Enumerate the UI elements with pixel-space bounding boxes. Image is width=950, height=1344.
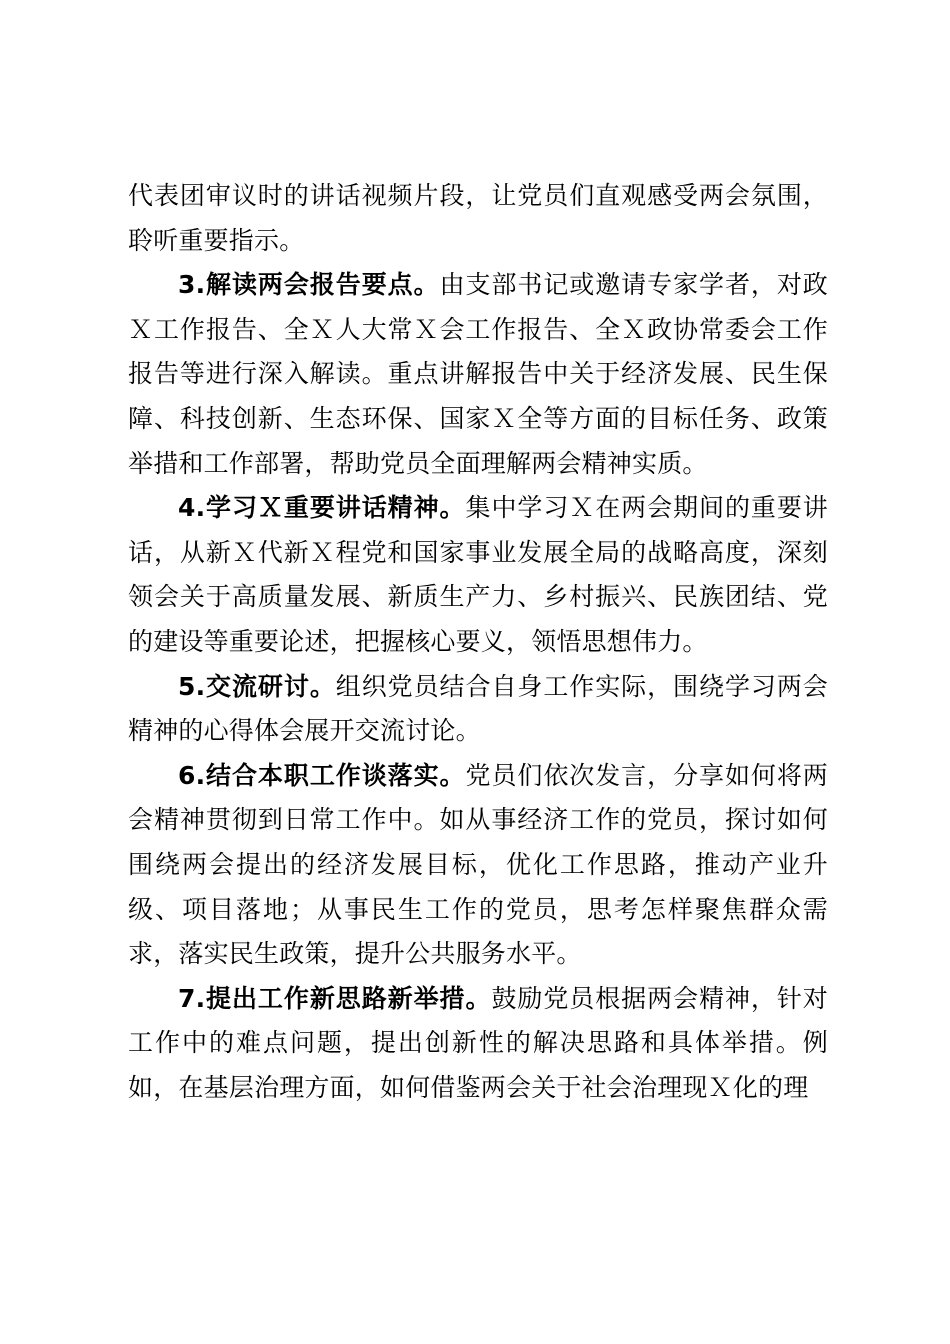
paragraph-text: 代表团审议时的讲话视频片段，让党员们直观感受两会氛围，聆听重要指示。: [128, 181, 828, 255]
paragraph-heading: 7.提出工作新思路新举措。: [178, 983, 492, 1013]
paragraph-heading: 4.学习Ｘ重要讲话精神。: [178, 493, 466, 523]
paragraph-text: 组织党员结合自身工作实际，围绕学习两会精神的心得体会展开交流讨论。: [128, 671, 828, 746]
paragraph-item-4: [128, 486, 828, 664]
paragraph-continuation: [128, 174, 828, 263]
paragraph-item-6: [128, 754, 828, 977]
paragraph-heading: 3.解读两会报告要点。: [178, 270, 440, 300]
paragraph-heading: 5.交流研讨。: [178, 671, 336, 701]
paragraph-text: 党员们依次发言，分享如何将两会精神贯彻到日常工作中。如从事经济工作的党员，探讨如何围绕两会提出的经济发展目标，优化工作思路，推动产业升级、项目落地；从事民生工作的党员，思考怎样聚焦群众需求，落实民生政策，提升公共服务水平。: [128, 760, 828, 969]
paragraph-heading: 6.结合本职工作谈落实。: [178, 760, 466, 790]
paragraph-text: 集中学习Ｘ在两会期间的重要讲话，从新Ｘ代新Ｘ程党和国家事业发展全局的战略高度，深刻领会关于高质量发展、新质生产力、乡村振兴、民族团结、党的建设等重要论述，把握核心要义，领悟思想伟力。: [128, 493, 828, 656]
paragraph-item-3: [128, 263, 828, 486]
document-body: [128, 174, 828, 1110]
paragraph-text: 鼓励党员根据两会精神，针对工作中的难点问题，提出创新性的解决思路和具体举措。例如，在基层治理方面，如何借鉴两会关于社会治理现Ｘ化的理: [128, 983, 828, 1102]
paragraph-item-7: [128, 977, 828, 1111]
paragraph-item-5: [128, 665, 828, 754]
paragraph-text: 由支部书记或邀请专家学者，对政Ｘ工作报告、全Ｘ人大常Ｘ会工作报告、全Ｘ政协常委会工作报告等进行深入解读。重点讲解报告中关于经济发展、民生保障、科技创新、生态环保、国家Ｘ全等方面的目标任务、政策举措和工作部署，帮助党员全面理解两会精神实质。: [128, 270, 829, 478]
